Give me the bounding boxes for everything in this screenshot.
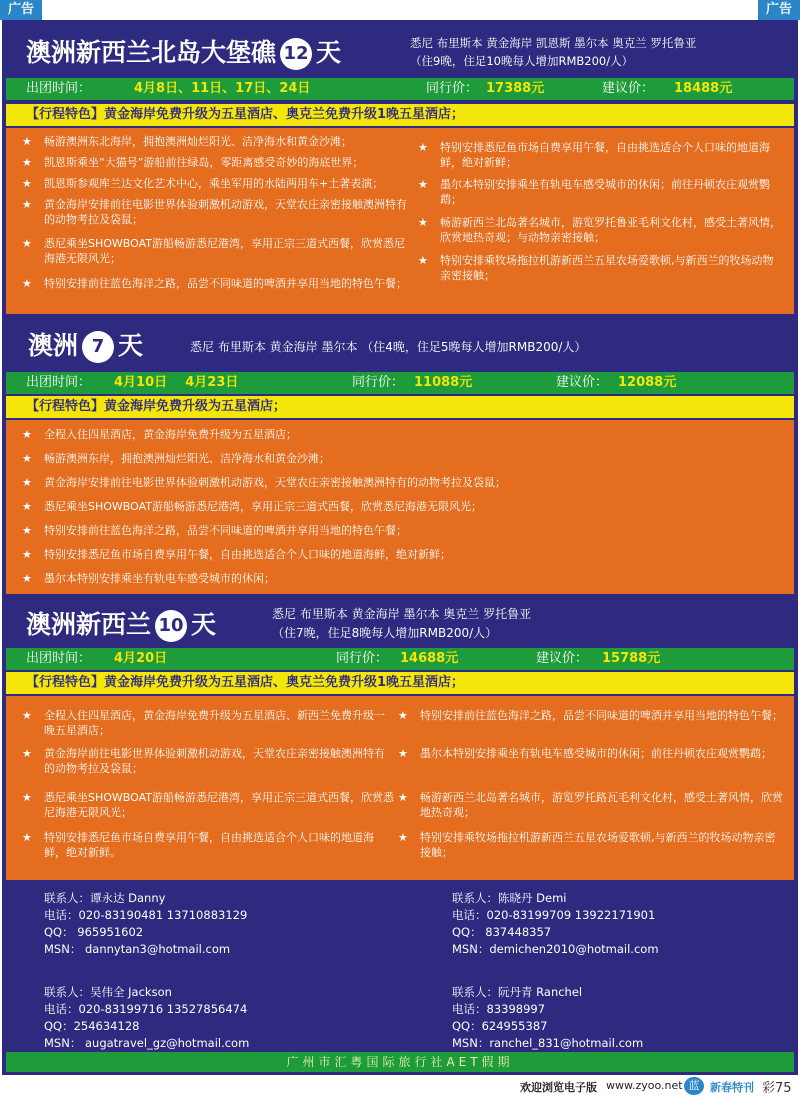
list-item-text: 凯恩斯参观库兰达文化艺术中心，乘坐军用的水陆两用车+土著表演；: [44, 177, 384, 190]
contact-phone: 电话：020-83199709 13922171901: [452, 908, 656, 922]
tour1-title: 澳洲新西兰北岛大堡礁 12 天: [26, 33, 341, 70]
contact-msn: MSN： augatravel_gz@hotmail.com: [44, 1036, 250, 1050]
star-icon: ★: [22, 747, 32, 760]
list-item: [22, 155, 414, 170]
tour1-suggest-price: 18488元: [674, 81, 733, 96]
tour3-cities: 悉尼 布里斯本 黄金海岸 墨尔本 奥克兰 罗托鲁亚: [272, 607, 532, 621]
tour3-departure-label: 出团时间：: [26, 651, 92, 666]
tour3-title-bar: [6, 598, 794, 646]
list-item-text: 全程入住四星酒店，黄金海岸免费升级为五星酒店；: [44, 428, 297, 441]
star-icon: ★: [22, 500, 32, 513]
star-icon: ★: [398, 747, 408, 760]
ad-label-left: 广告: [0, 0, 42, 20]
contact-card: [452, 984, 643, 1052]
tour1-note: （住9晚，住足10晚每人增加RMB200/人）: [410, 54, 634, 68]
list-item: [22, 523, 782, 538]
tour1-feature: 【行程特色】黄金海岸免费升级为五星酒店、奥克兰免费升级1晚五星酒店；: [6, 104, 794, 126]
page-number: 彩75: [762, 1081, 792, 1096]
list-item: [22, 708, 394, 738]
star-icon: ★: [22, 135, 32, 148]
tour2-feature: 【行程特色】黄金海岸免费升级为五星酒店；: [6, 396, 794, 418]
contact-name: 联系人：吴伟全 Jackson: [44, 985, 172, 999]
star-icon: ★: [22, 831, 32, 844]
tour1-title-bar: [6, 26, 794, 74]
tour1-cities: 悉尼 布里斯本 黄金海岸 凯恩斯 墨尔本 奥克兰 罗托鲁亚: [410, 36, 697, 50]
tour3-suggest-price: 15788元: [602, 651, 661, 666]
tour1-days-badge: 12: [280, 38, 312, 70]
list-item-text: 全程入住四星酒店，黄金海岸免费升级为五星酒店、新西兰免费升级一晚五星酒店；: [44, 709, 385, 737]
contact-qq: QQ： 965951602: [44, 925, 144, 939]
tour2-cities-note: 悉尼 布里斯本 黄金海岸 墨尔本 （住4晚，住足5晚每人增加RMB200/人）: [190, 340, 587, 354]
star-icon: ★: [22, 237, 32, 250]
list-item-text: 墨尔本特别安排乘坐有轨电车感受城市的休闲；: [44, 572, 275, 585]
tour3-peer-label: 同行价：: [336, 651, 389, 666]
list-item-text: 黄金海岸前往电影世界体验刺激机动游戏，天堂农庄亲密接触澳洲特有的动物考拉及袋鼠；: [44, 747, 385, 775]
ad-label-right: 广告: [758, 0, 800, 20]
tour3-days-badge: 10: [155, 610, 187, 642]
list-item: [22, 236, 414, 266]
list-item-text: 墨尔本特别安排乘坐有轨电车感受城市的休闲；前往丹顿农庄观赏鹦鹉；: [440, 178, 770, 206]
contact-qq: QQ：254634128: [44, 1019, 140, 1033]
list-item-text: 畅游新西兰北岛著名城市，游览罗托路瓦毛利文化村，感受土著风情，欣赏地热奇观；: [420, 791, 783, 819]
tour2-departure-label: 出团时间：: [26, 375, 92, 390]
tour1-price-bar: [6, 78, 794, 100]
star-icon: ★: [22, 791, 32, 804]
list-item-text: 特别安排乘牧场拖拉机游新西兰五星农场爱歌顿,与新西兰的牧场动物亲密接触；: [440, 254, 774, 282]
star-icon: ★: [418, 254, 428, 267]
star-icon: ★: [22, 709, 32, 722]
contact-name: 联系人：阮丹青 Ranchel: [452, 985, 583, 999]
list-item: [398, 708, 784, 723]
list-item-text: 凯恩斯乘坐“大猫号”游船前往绿岛，零距离感受奇妙的海底世界；: [44, 156, 364, 169]
contact-name: 联系人：陈晓丹 Demi: [452, 891, 567, 905]
contact-card: [44, 984, 249, 1052]
list-item-text: 墨尔本特别安排乘坐有轨电车感受城市的休闲；前往丹顿农庄观赏鹦鹉；: [420, 747, 772, 760]
contact-card: [44, 890, 247, 958]
bottom-site-link[interactable]: www.zyoo.net: [606, 1079, 683, 1092]
tour2-title-bar: [6, 318, 794, 368]
contact-name: 联系人：谭永达 Danny: [44, 891, 166, 905]
tour3-feature: 【行程特色】黄金海岸免费升级为五星酒店、奥克兰免费升级1晚五星酒店；: [6, 672, 794, 694]
list-item: [398, 746, 784, 761]
star-icon: ★: [22, 548, 32, 561]
tour2-peer-label: 同行价：: [352, 375, 405, 390]
star-icon: ★: [418, 216, 428, 229]
list-item: [418, 177, 784, 207]
list-item-text: 黄金海岸安排前往电影世界体验刺激机动游戏，天堂农庄亲密接触澳洲特有的动物考拉及袋鼠；: [44, 476, 506, 489]
star-icon: ★: [22, 277, 32, 290]
tour1-peer-label: 同行价：: [426, 81, 479, 96]
list-item: [22, 197, 414, 227]
footer-agency: 广州市汇粤国际旅行社AET假期: [6, 1052, 794, 1072]
list-item: [398, 830, 784, 860]
list-item: [418, 215, 784, 245]
tour3-price-bar: [6, 648, 794, 670]
tour1-peer-price: 17388元: [486, 81, 545, 96]
list-item-text: 黄金海岸安排前往电影世界体验刺激机动游戏，天堂农庄亲密接触澳洲特有的动物考拉及袋鼠；: [44, 198, 407, 226]
star-icon: ★: [22, 572, 32, 585]
star-icon: ★: [398, 709, 408, 722]
list-item-text: 悉尼乘坐SHOWBOAT游船畅游悉尼港湾，享用正宗三道式西餐，欣赏悉尼海港无限风光；: [44, 500, 482, 513]
list-item: [418, 140, 784, 170]
tour2-days-badge: 7: [82, 331, 114, 363]
list-item-text: 特别安排前往蓝色海洋之路，品尝不同味道的啤酒并享用当地的特色午餐；: [44, 524, 407, 537]
list-item-text: 特别安排悉尼鱼市场自费享用午餐，自由挑选适合个人口味的地道海鲜，绝对新鲜；: [440, 141, 770, 169]
list-item: [22, 547, 782, 562]
contact-card: [452, 890, 659, 958]
list-item: [398, 790, 784, 820]
contact-phone: 电话：020-83199716 13527856474: [44, 1002, 248, 1016]
tour1-suggest-label: 建议价：: [602, 81, 655, 96]
list-item-text: 畅游澳洲东北海岸，拥抱澳洲灿烂阳光、洁净海水和黄金沙滩；: [44, 135, 352, 148]
contact-phone: 电话：020-83190481 13710883129: [44, 908, 248, 922]
star-icon: ★: [22, 476, 32, 489]
star-icon: ★: [22, 198, 32, 211]
list-item-text: 悉尼乘坐SHOWBOAT游船畅游悉尼港湾，享用正宗三道式西餐，欣赏悉尼海港无限风光；: [44, 791, 394, 819]
tour3-peer-price: 14688元: [400, 651, 459, 666]
tour3-title: 澳洲新西兰 10 天: [26, 605, 216, 642]
list-item: [418, 253, 784, 283]
tour3-departure-dates: 4月20日: [114, 651, 168, 666]
contact-msn: MSN： dannytan3@hotmail.com: [44, 942, 231, 956]
tour2-suggest-price: 12088元: [618, 375, 677, 390]
list-item: [22, 475, 782, 490]
list-item-text: 特别安排悉尼鱼市场自费享用午餐，自由挑选适合个人口味的地道海鲜，绝对新鲜；: [44, 548, 451, 561]
list-item-text: 悉尼乘坐SHOWBOAT游船畅游悉尼港湾，享用正宗三道式西餐，欣赏悉尼海港无限风光；: [44, 237, 405, 265]
star-icon: ★: [22, 452, 32, 465]
star-icon: ★: [398, 791, 408, 804]
list-item-text: 特别安排前往蓝色海洋之路，品尝不同味道的啤酒并享用当地的特色午餐；: [44, 277, 407, 290]
contact-qq: QQ：624955387: [452, 1019, 548, 1033]
tour1-departure-label: 出团时间：: [26, 81, 92, 96]
tour2-title: 澳洲 7 天: [28, 326, 143, 363]
list-item: [22, 427, 782, 442]
list-item: [22, 134, 414, 149]
bottom-welcome: 欢迎浏览电子版: [520, 1081, 597, 1094]
list-item-text: 畅游新西兰北岛著名城市，游览罗托鲁亚毛利文化村，感受土著风情，欣赏地热奇观；与动物亲密接触；: [440, 216, 781, 244]
list-item: [22, 176, 414, 191]
list-item: [22, 746, 394, 776]
contact-qq: QQ： 837448357: [452, 925, 552, 939]
bottom-badge-icon: 蓝: [684, 1077, 704, 1095]
star-icon: ★: [22, 156, 32, 169]
list-item: [22, 451, 782, 466]
list-item-text: 畅游澳洲东岸，拥抱澳洲灿烂阳光、洁净海水和黄金沙滩；: [44, 452, 330, 465]
list-item-text: 特别安排前往蓝色海洋之路，品尝不同味道的啤酒并享用当地的特色午餐；: [420, 709, 783, 722]
tour2-departure-dates: 4月10日 4月23日: [114, 375, 239, 390]
list-item: [22, 790, 394, 820]
star-icon: ★: [398, 831, 408, 844]
contact-phone: 电话：83398997: [452, 1002, 546, 1016]
list-item: [22, 830, 394, 860]
list-item: [22, 276, 414, 291]
bottom-special: 新春特刊: [710, 1081, 754, 1094]
tour2-peer-price: 11088元: [414, 375, 473, 390]
list-item-text: 特别安排悉尼鱼市场自费享用午餐，自由挑选适合个人口味的地道海鲜，绝对新鲜。: [44, 831, 374, 859]
tour2-suggest-label: 建议价：: [556, 375, 609, 390]
tour2-price-bar: [6, 372, 794, 394]
list-item: [22, 499, 782, 514]
star-icon: ★: [418, 141, 428, 154]
star-icon: ★: [22, 428, 32, 441]
star-icon: ★: [22, 524, 32, 537]
list-item: [22, 571, 782, 586]
tour1-departure-dates: 4月8日、11日、17日、24日: [134, 81, 311, 96]
star-icon: ★: [22, 177, 32, 190]
tour3-note: （住7晚，住足8晚每人增加RMB200/人）: [272, 626, 498, 640]
star-icon: ★: [418, 178, 428, 191]
contact-msn: MSN：demichen2010@hotmail.com: [452, 942, 659, 956]
contact-msn: MSN：ranchel_831@hotmail.com: [452, 1036, 644, 1050]
tour3-suggest-label: 建议价：: [536, 651, 589, 666]
list-item-text: 特别安排乘牧场拖拉机游新西兰五星农场爱歌顿,与新西兰的牧场动物亲密接触；: [420, 831, 776, 859]
